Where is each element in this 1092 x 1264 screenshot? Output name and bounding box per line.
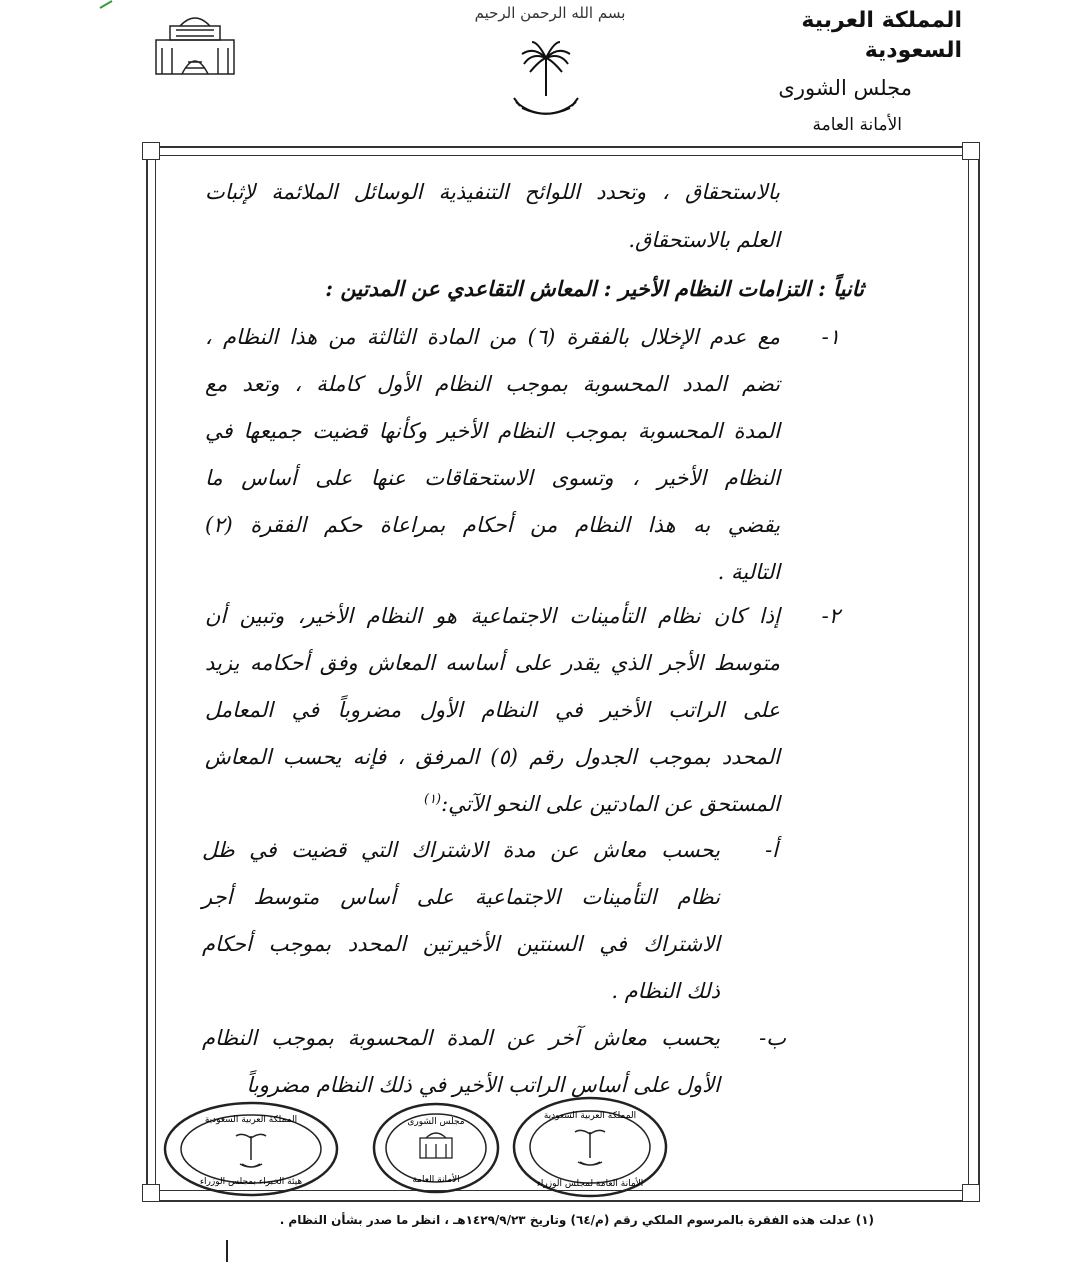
list-item-line: تضم المدد المحسوبة بموجب النظام الأول كاملة ، وتعد مع: [205, 372, 780, 396]
list-item-line: النظام الأخير ، وتسوى الاستحقاقات عنها على أساس ما: [205, 466, 780, 490]
secretariat-title: الأمانة العامة: [812, 115, 902, 135]
list-item-line: ذلك النظام .: [611, 979, 720, 1003]
body-line: بالاستحقاق ، وتحدد اللوائح التنفيذية الوسائل الملائمة لإثبات: [205, 180, 780, 204]
list-item-line: نظام التأمينات الاجتماعية على أساس متوسط أجر: [202, 885, 720, 909]
basmala: بسم الله الرحمن الرحيم: [474, 4, 626, 22]
seal-top-text: المملكة العربية السعودية: [543, 1111, 637, 1121]
section-heading: ثانياً : التزامات النظام الأخير : المعاش التقاعدي عن المدتين :: [325, 276, 864, 301]
frame-corner-bottom-left: [142, 1184, 160, 1202]
bottom-mark: [226, 1240, 228, 1262]
list-item-line: متوسط الأجر الذي يقدر على أساسه المعاش وفق أحكامه يزيد: [205, 651, 780, 675]
list-item-line: يحسب معاش عن مدة الاشتراك التي قضيت في ظل: [202, 838, 720, 862]
seal-bottom-text: الأمانة العامة: [412, 1175, 460, 1185]
seal-bottom-text: الأمانة العامة لمجلس الوزراء: [536, 1179, 644, 1189]
list-item-line: المدة المحسوبة بموجب النظام الأخير وكأنها قضيت جميعها في: [205, 419, 780, 443]
list-item-line: يحسب معاش آخر عن المدة المحسوبة بموجب النظام: [202, 1026, 720, 1050]
list-item-line: إذا كان نظام التأمينات الاجتماعية هو النظام الأخير، وتبين أن: [205, 604, 780, 628]
footnote: (١) عدلت هذه الفقرة بالمرسوم الملكي رقم (م/٦٤) وتاريخ ١٤٢٩/٩/٢٣هـ ، انظر ما صدر بشأن النظام .: [279, 1213, 874, 1227]
seal-shura-secretariat: [370, 1100, 502, 1196]
footnote-ref: (١): [423, 792, 442, 807]
item-letter: أ-: [765, 838, 778, 862]
seal-top-text: مجلس الشورى: [407, 1117, 465, 1127]
list-item-line: يقضي به هذا النظام من أحكام بمراعاة حكم الفقرة (٢): [205, 513, 780, 537]
list-item-line: الاشتراك في السنتين الأخيرتين المحدد بموجب أحكام: [202, 932, 720, 956]
list-item-line: مع عدم الإخلال بالفقرة (٦) من المادة الثالثة من هذا النظام ،: [205, 325, 781, 349]
corner-mark-icon: [98, 0, 118, 10]
body-line: العلم بالاستحقاق.: [628, 228, 780, 252]
kingdom-title: المملكة العربية السعودية: [801, 8, 962, 63]
seal-bottom-text: هيئة الخبراء بمجلس الوزراء: [199, 1177, 303, 1187]
list-item-line: المحدد بموجب الجدول رقم (٥) المرفق ، فإنه يحسب المعاش: [205, 745, 780, 769]
item-number: ٢-: [821, 604, 840, 628]
list-item-line: على الراتب الأخير في النظام الأول مضروباً في المعامل: [205, 698, 780, 722]
list-item-line: التالية .: [717, 560, 780, 584]
list-item-line: المستحق عن المادتين على النحو الآتي:$^{(١)}$: [423, 792, 780, 816]
item-letter: ب-: [759, 1026, 786, 1050]
list-item-line: الأول على أساس الراتب الأخير في ذلك النظام مضروباً: [246, 1073, 720, 1097]
seal-cabinet-secretariat: [510, 1094, 670, 1200]
frame-corner-bottom-right: [962, 1184, 980, 1202]
council-title: مجلس الشورى: [778, 76, 912, 100]
shura-building-logo-icon: [150, 8, 240, 80]
saudi-emblem-icon: [510, 38, 582, 130]
frame-corner-top-left: [142, 142, 160, 160]
seal-experts-commission: [162, 1100, 340, 1198]
frame-corner-top-right: [962, 142, 980, 160]
item-number: ١-: [821, 325, 840, 349]
seal-top-text: المملكة العربية السعودية: [204, 1115, 298, 1125]
header-institution: [702, 6, 962, 140]
